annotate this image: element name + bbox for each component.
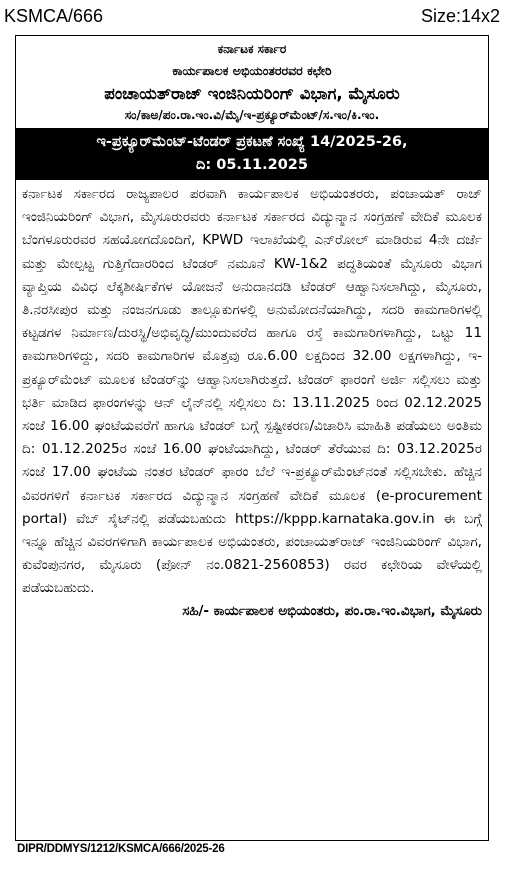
notice-title: ಇ-ಪ್ರಕ್ಯೂರ್‌ಮೆಂಟ್-ಟೆಂಡರ್ ಪ್ರಕಟಣೆ ಸಂಖ್ಯೆ 14/2025-26,	[96, 134, 408, 150]
signature-line: ಸಹಿ/- ಕಾರ್ಯಪಾಲಕ ಅಭಿಯಂತರು, ಪಂ.ರಾ.ಇಂ.ವಿಭಾಗ, ಮೈಸೂರು	[182, 603, 482, 619]
notice-date: ದಿ: 05.11.2025	[196, 157, 308, 173]
department-name: ಪಂಚಾಯತ್‌ರಾಜ್ ಇಂಜಿನಿಯರಿಂಗ್ ವಿಭಾಗ, ಮೈಸೂರು	[104, 84, 400, 103]
file-number: ಸಂ/ಕಾಅ/ಪಂ.ರಾ.ಇಂ.ವಿ/ಮೈ/ಇ-ಪ್ರಕ್ಯೂರ್‌ಮೆಂಟ್/ಸ.ಇಂ/ಕಿ.ಇಂ.	[124, 108, 380, 122]
dipr-reference: DIPR/DDMYS/1212/KSMCA/666/2025-26	[17, 843, 225, 855]
notice-header	[16, 42, 488, 128]
notice-body: ಕರ್ನಾಟಕ ಸರ್ಕಾರದ ರಾಜ್ಯಪಾಲರ ಪರವಾಗಿ ಕಾರ್ಯಪಾಲಕ ಅಭಿಯಂತರರು, ಪಂಚಾಯತ್ ರಾಜ್ ಇಂಜಿನಿಯರಿಂಗ್ ವಿಭಾಗ, ಮೈಸೂರುರವರು ಕರ್ನಾಟಕ ಸರ್ಕಾರದ ವಿದ್ಯುನ್ಮಾನ ಸಂಗ್ರಹಣೆ ವೇದಿಕೆ ಮೂಲಕ ಬೆಂಗಳೂರುರವರ ಸಹಯೋಗದೊಂದಿಗೆ, KPWD ಇಲಾಖೆಯಲ್ಲಿ ಎನ್‌ರೋಲ್ ಮಾಡಿರುವ 4ನೇ ದರ್ಜೆ ಮತ್ತು ಮೇಲ್ಪಟ್ಟ ಗುತ್ತಿಗೆದಾರರಿಂದ ಟೆಂಡರ್ ನಮೂನೆ KW-1&2 ಪದ್ಧತಿಯಂತೆ ಮೈಸೂರು ವಿಭಾಗ ವ್ಯಾಪ್ತಿಯ ವಿವಿಧ ಲೆಕ್ಕಶೀರ್ಷಿಕೆಗಳ ಯೋಜನೆ ಅನುದಾನದಡಿ ಟೆಂಡರ್ ಆಹ್ವಾನಿಸಲಾಗಿದ್ದು, ಮೈಸೂರು, ತಿ.ನರಸೀಪುರ ಮತ್ತು ನಂಜನಗೂಡು ತಾಲ್ಲೂಕುಗಳಲ್ಲಿ ಅನುಮೋದನೆಯಾಗಿದ್ದು, ಸದರಿ ಕಾಮಗಾರಿಗಳಲ್ಲಿ ಕಟ್ಟಡಗಳ ನಿರ್ಮಾಣ/ದುರಸ್ಥಿ/ಅಭಿವೃದ್ಧಿ/ಮುಂದುವರೆದ ಹಾಗೂ ರಸ್ತೆ ಕಾಮಗಾರಿಗಳಾಗಿದ್ದು, ಒಟ್ಟು 11 ಕಾಮಗಾರಿಗಳಿದ್ದು, ಸದರಿ ಕಾಮಗಾರಿಗಳ ಮೊತ್ತವು ರೂ.6.00 ಲಕ್ಷದಿಂದ 32.00 ಲಕ್ಷಗಳಾಗಿದ್ದು, ಇ-ಪ್ರಕ್ಯೂರ್‌ಮೆಂಟ್ ಮೂಲಕ ಟೆಂಡರ್‌ನ್ನು ಆಹ್ವಾನಿಸಲಾಗಿರುತ್ತದೆ. ಟೆಂಡರ್ ಫಾರಂಗೆ ಅರ್ಜಿ ಸಲ್ಲಿಸಲು ಮತ್ತು ಭರ್ತಿ ಮಾಡಿದ ಫಾರಂಗಳನ್ನು ಆನ್ ಲೈನ್‌ನಲ್ಲಿ ಸಲ್ಲಿಸಲು ದಿ: 13.11.2025 ರಿಂದ 02.12.2025 ಸಂಜೆ 16.00 ಘಂಟೆಯವರೆಗೆ ಹಾಗೂ ಟೆಂಡರ್ ಬಗ್ಗೆ ಸ್ಪಷ್ಟೀಕರಣ/ವಿಚಾರಿಸಿ ಮಾಹಿತಿ ಪಡೆಯಲು ಅಂತಿಮ ದಿ: 01.12.2025ರ ಸಂಜೆ 16.00 ಘಂಟೆಯಾಗಿದ್ದು, ಟೆಂಡರ್ ತೆರೆಯುವ ದಿ: 03.12.2025ರ ಸಂಜೆ 17.00 ಘಂಟೆಯ ನಂತರ ಟೆಂಡರ್ ಫಾರಂ ಬೆಲೆ ಇ-ಪ್ರಕ್ಯೂರ್‌ಮೆಂಟ್‌ನಂತೆ ಸಲ್ಲಿಸಬೇಕು. ಹೆಚ್ಚಿನ ವಿವರಗಳಿಗೆ ಕರ್ನಾಟಕ ಸರ್ಕಾರದ ವಿದ್ಯುನ್ಮಾನ ಸಂಗ್ರಹಣೆ ವೇದಿಕೆ ಮೂಲಕ (e-procurement portal) ವೆಬ್ ಸೈಟ್‌ನಲ್ಲಿ ಪಡೆಯಬಹುದು https://kppp.karnataka.gov.in ಈ ಬಗ್ಗೆ ಇನ್ನೂ ಹೆಚ್ಚಿನ ವಿವರಗಳಿಗಾಗಿ ಕಾರ್ಯಪಾಲಕ ಅಭಿಯಂತರು, ಪಂಚಾಯತ್‌ರಾಜ್ ಇಂಜಿನಿಯರಿಂಗ್ ವಿಭಾಗ, ಕುವೆಂಪುನಗರ, ಮೈಸೂರು (ಪೋನ್ ನಂ.0821-2560853) ರವರ ಕಛೇರಿಯ ವೇಳೆಯಲ್ಲಿ ಪಡೆಯಬಹುದು.	[22, 186, 482, 597]
advertisement-code: KSMCA/666	[4, 6, 104, 26]
office-name: ಕಾರ್ಯಪಾಲಕ ಅಭಿಯಂತರರವರ ಕಛೇರಿ	[172, 63, 332, 78]
advertisement-size: Size:14x2	[420, 6, 500, 26]
notice-frame	[15, 35, 489, 841]
government-name: ಕರ್ನಾಟಕ ಸರ್ಕಾರ	[217, 42, 287, 56]
notice-title-band	[16, 128, 488, 180]
